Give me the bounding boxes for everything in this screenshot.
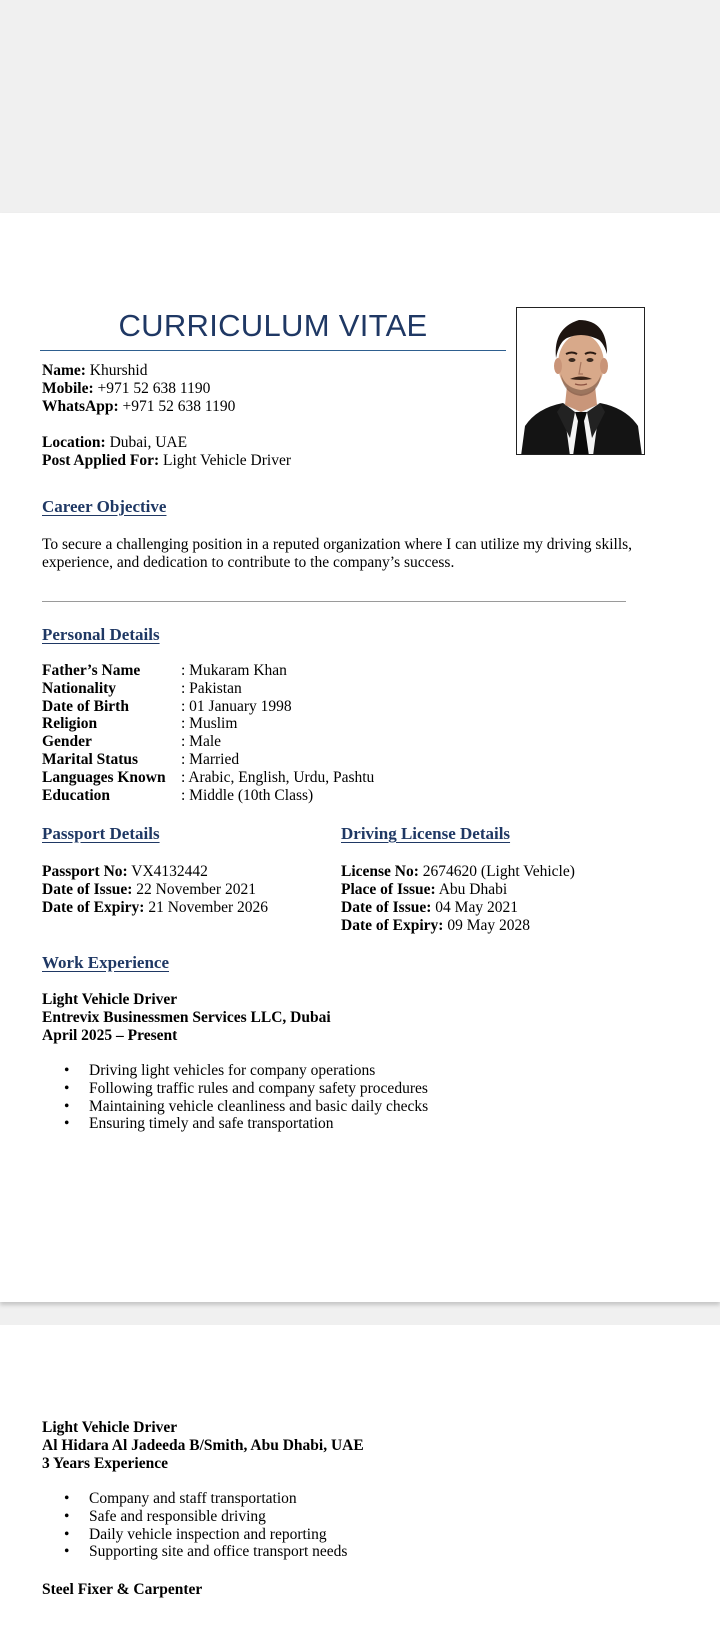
job-company: [42, 1437, 364, 1455]
license-details-heading: Driving License Details: [341, 824, 511, 843]
personal-key: Gender: [42, 733, 92, 751]
job-title-text: Light Vehicle Driver: [42, 991, 178, 1008]
career-objective-heading: Career Objective: [42, 497, 167, 516]
personal-key: Date of Birth: [42, 697, 129, 715]
profile-photo: [516, 307, 645, 455]
personal-row: [42, 733, 374, 751]
career-objective-text: To secure a challenging position in a reputed organization where I can utilize my driving skills, experience, and dedication to contribute to the company’s success.: [42, 536, 633, 571]
location-line: [42, 434, 187, 452]
personal-key: Education: [42, 786, 111, 804]
license-label: Date of Issue:: [341, 899, 432, 916]
passport-label: Passport No:: [42, 863, 128, 880]
personal-key: Father’s Name: [42, 662, 141, 679]
post-applied-value: Light Vehicle Driver: [163, 452, 291, 469]
personal-value: : 01 January 1998: [181, 697, 292, 715]
personal-details-heading: Personal Details: [42, 625, 160, 644]
location-label: Location:: [42, 434, 106, 451]
personal-key: Nationality: [42, 679, 117, 697]
mobile-line: [42, 380, 210, 398]
passport-label: Date of Issue:: [42, 881, 133, 898]
personal-value: : Middle (10th Class): [181, 786, 314, 804]
personal-row: [42, 680, 374, 698]
personal-key: Religion: [42, 715, 98, 733]
job-company-text: Al Hidara Al Jadeeda B/Smith, Abu Dhabi, UAE: [42, 1437, 364, 1454]
license-place-line: [341, 881, 507, 899]
name-line: [42, 362, 147, 380]
job-period-text: 3 Years Experience: [42, 1455, 168, 1472]
passport-details-heading: Passport Details: [42, 824, 160, 843]
job-period: [42, 1027, 177, 1045]
personal-row: [42, 751, 374, 769]
personal-row: [42, 769, 374, 787]
personal-value: : Male: [181, 733, 222, 751]
job-title-text: Steel Fixer & Carpenter: [42, 1581, 203, 1598]
job-company: [42, 1009, 331, 1027]
name-value: Khurshid: [89, 362, 148, 379]
passport-value: VX4132442: [131, 863, 208, 880]
personal-value: : Married: [181, 750, 240, 768]
job-duties-list: [42, 1062, 428, 1133]
license-label: Place of Issue:: [341, 881, 436, 898]
job-title: [42, 1581, 202, 1599]
license-value: 09 May 2028: [447, 917, 530, 934]
list-item: • Ensuring timely and safe transportation: [42, 1115, 428, 1133]
personal-row: [42, 662, 374, 680]
passport-label: Date of Expiry:: [42, 899, 145, 916]
personal-key: Languages Known: [42, 768, 166, 786]
list-item: • Maintaining vehicle cleanliness and basic daily checks: [42, 1098, 428, 1116]
whatsapp-line: [42, 398, 235, 416]
license-issue-line: [341, 899, 518, 917]
license-label: Date of Expiry:: [341, 917, 444, 934]
personal-row: [42, 787, 374, 805]
name-label: Name:: [42, 362, 86, 379]
license-value: Abu Dhabi: [438, 881, 508, 898]
list-item: • Supporting site and office transport needs: [42, 1543, 347, 1561]
mobile-label: Mobile:: [42, 380, 94, 397]
passport-value: 22 November 2021: [136, 881, 256, 898]
personal-row: [42, 698, 374, 716]
whatsapp-label: WhatsApp:: [42, 398, 119, 415]
section-divider: [42, 601, 626, 602]
job-period-text: April 2025 – Present: [42, 1027, 178, 1044]
list-item: • Following traffic rules and company safety procedures: [42, 1080, 428, 1098]
document-title: CURRICULUM VITAE: [118, 308, 428, 343]
job-title-text: Light Vehicle Driver: [42, 1419, 178, 1436]
license-value: 2674620 (Light Vehicle): [422, 863, 575, 880]
personal-details-table: [42, 662, 374, 804]
job-company-text: Entrevix Businessmen Services LLC, Dubai: [42, 1009, 331, 1026]
personal-key: Marital Status: [42, 750, 139, 768]
profile-photo-image: [517, 308, 645, 455]
post-applied-label: Post Applied For:: [42, 452, 160, 469]
job-period: [42, 1455, 168, 1473]
personal-row: [42, 715, 374, 733]
personal-value: : Pakistan: [181, 679, 242, 697]
license-label: License No:: [341, 863, 419, 880]
passport-expiry-line: [42, 899, 268, 917]
passport-no-line: [42, 863, 208, 881]
title-underline: [40, 350, 506, 351]
mobile-value: +971 52 638 1190: [97, 380, 211, 397]
whatsapp-value: +971 52 638 1190: [122, 398, 236, 415]
list-item: • Company and staff transportation: [42, 1490, 347, 1508]
job-duties-list: [42, 1490, 347, 1561]
location-value: Dubai, UAE: [109, 434, 188, 451]
list-item: • Driving light vehicles for company operations: [42, 1062, 428, 1080]
document-page-1: [0, 213, 720, 1302]
passport-issue-line: [42, 881, 256, 899]
personal-value: : Arabic, English, Urdu, Pashtu: [181, 768, 375, 786]
list-item: • Safe and responsible driving: [42, 1508, 347, 1526]
work-experience-heading: Work Experience: [42, 953, 170, 972]
job-title: [42, 991, 177, 1009]
license-value: 04 May 2021: [435, 899, 518, 916]
personal-value: : Muslim: [181, 715, 238, 733]
license-no-line: [341, 863, 575, 881]
personal-value: : Mukaram Khan: [181, 662, 287, 679]
job-title: [42, 1419, 177, 1437]
list-item: • Daily vehicle inspection and reporting: [42, 1526, 347, 1544]
passport-value: 21 November 2026: [148, 899, 268, 916]
license-expiry-line: [341, 917, 530, 935]
document-page-2: [0, 1325, 720, 1625]
post-applied-line: [42, 452, 291, 470]
